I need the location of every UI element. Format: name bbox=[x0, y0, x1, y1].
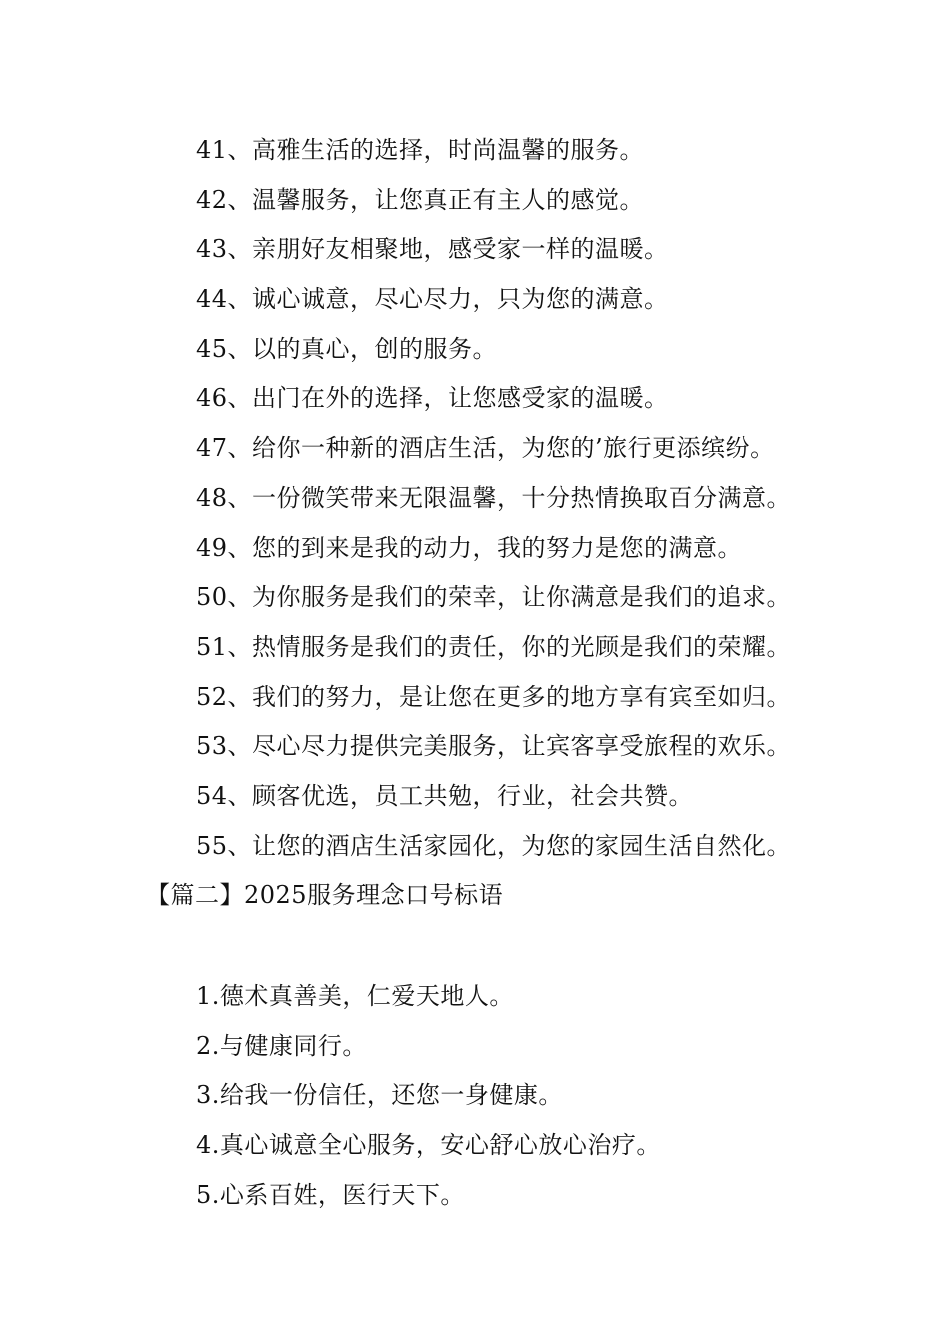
list-item: 52、我们的努力，是让您在更多的地方享有宾至如归。 bbox=[196, 682, 792, 711]
section-heading: 【篇二】2025服务理念口号标语 bbox=[146, 881, 504, 909]
list-item: 3.给我一份信任，还您一身健康。 bbox=[196, 1081, 563, 1110]
list-item: 50、为你服务是我们的荣幸，让你满意是我们的追求。 bbox=[196, 583, 792, 612]
list-item: 54、顾客优选，员工共勉，行业，社会共赞。 bbox=[196, 781, 694, 810]
list-item: 44、诚心诚意，尽心尽力，只为您的满意。 bbox=[196, 285, 669, 314]
list-item: 46、出门在外的选择，让您感受家的温暖。 bbox=[196, 384, 669, 413]
list-item: 47、给你一种新的酒店生活，为您的’旅行更添缤纷。 bbox=[196, 434, 775, 463]
list-item: 41、高雅生活的选择，时尚温馨的服务。 bbox=[196, 136, 645, 164]
list-item: 43、亲朋好友相聚地，感受家一样的温暖。 bbox=[196, 235, 669, 264]
slogan-list-medical bbox=[196, 974, 936, 1222]
list-item: 48、一份微笑带来无限温馨，十分热情换取百分满意。 bbox=[196, 483, 792, 512]
list-item: 45、以的真心，创的服务。 bbox=[196, 334, 498, 363]
list-item: 4.真心诚意全心服务，安心舒心放心治疗。 bbox=[196, 1131, 661, 1160]
list-item: 55、让您的酒店生活家园化，为您的家园生活自然化。 bbox=[196, 831, 792, 860]
list-item: 1.德术真善美，仁爱天地人。 bbox=[196, 982, 514, 1010]
slogan-list-hotel bbox=[196, 128, 936, 873]
list-item: 49、您的到来是我的动力，我的努力是您的满意。 bbox=[196, 533, 743, 562]
list-item: 42、温馨服务，让您真正有主人的感觉。 bbox=[196, 185, 645, 214]
list-item: 2.与健康同行。 bbox=[196, 1031, 367, 1060]
list-item: 53、尽心尽力提供完美服务，让宾客享受旅程的欢乐。 bbox=[196, 732, 792, 761]
list-item: 51、热情服务是我们的责任，你的光顾是我们的荣耀。 bbox=[196, 632, 792, 661]
list-item: 5.心系百姓，医行天下。 bbox=[196, 1180, 465, 1209]
